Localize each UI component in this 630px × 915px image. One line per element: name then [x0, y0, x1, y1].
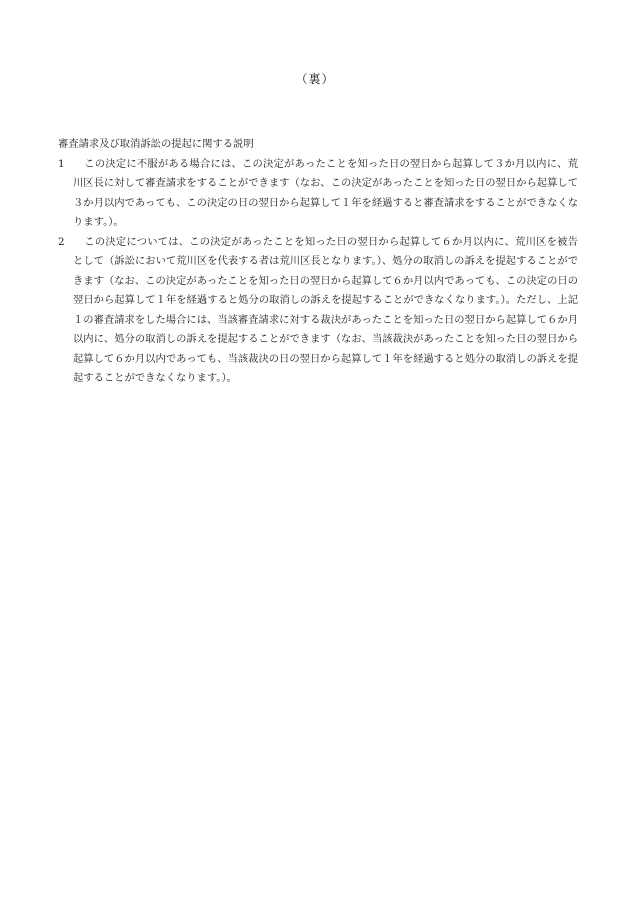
explanation-section [58, 135, 578, 389]
item-text: この決定に不服がある場合には、この決定があったことを知った日の翌日から起算して３か月以内に、荒川区長に対して審査請求をすることができます（なお、この決定があったことを知った日の翌日から起算して３か月以内であっても、この決定の日の翌日から起算して１年を経過すると審査請求をすることができなくなります。）。 [73, 157, 578, 228]
page-side-label: （裏） [295, 72, 335, 86]
explanation-item-2 [58, 233, 578, 389]
explanation-item-1 [58, 155, 578, 233]
item-text: この決定については、この決定があったことを知った日の翌日から起算して６か月以内に、荒川区を被告として（訴訟において荒川区を代表する者は荒川区長となります。）、処分の取消しの訴えを提起することができます（なお、この決定があったことを知った日の翌日から起算して６か月以内であっても、この決定の日の翌日から起算して１年を経過すると処分の取消しの訴えを提起することができなくなります。）。ただし、上記１の審査請求をした場合には、当該審査請求に対する裁決があったことを知った日の翌日から起算して６か月以内に、処分の取消しの訴えを提起することができます（なお、当該裁決があったことを知った日の翌日から起算して６か月以内であっても、当該裁決の日の翌日から起算して１年を経過すると処分の取消しの訴えを提起することができなくなります。）。 [73, 235, 578, 384]
item-number: 1 [58, 157, 65, 170]
section-heading: 審査請求及び取消訴訟の提起に関する説明 [58, 138, 254, 150]
item-number: 2 [58, 235, 65, 248]
